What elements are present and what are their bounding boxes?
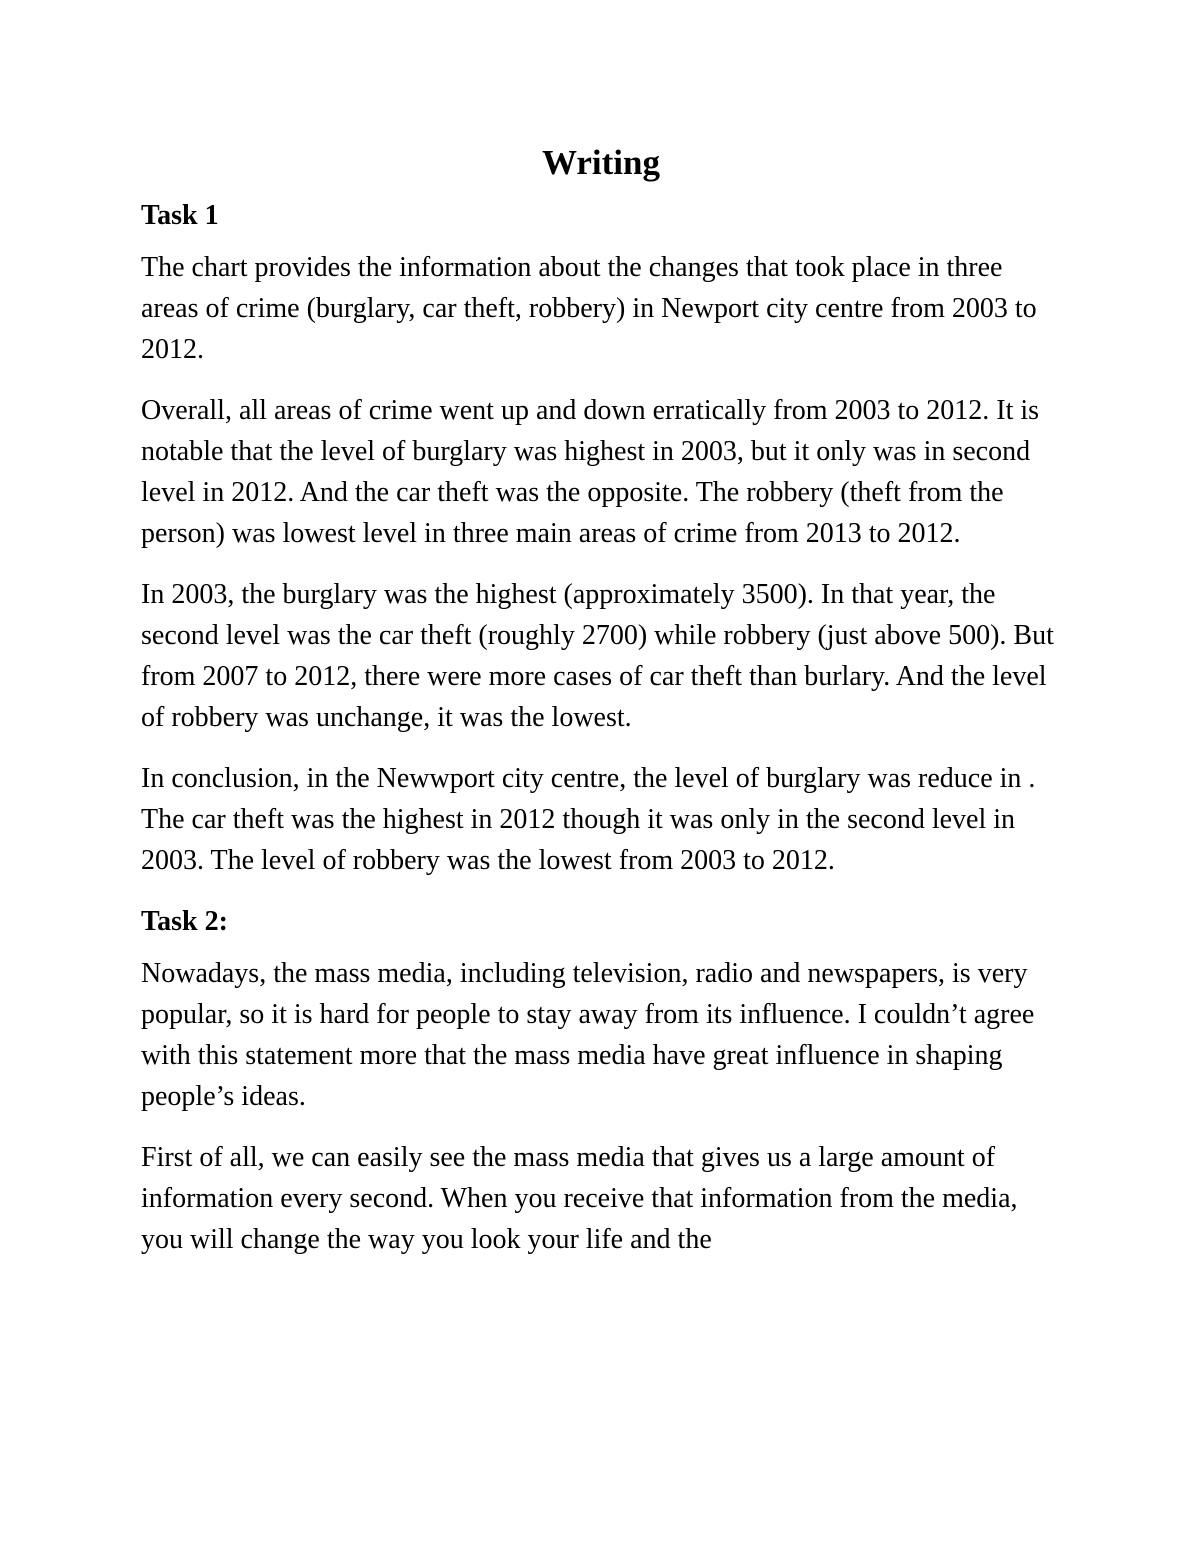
task-1-paragraph-conclusion: In conclusion, in the Newwport city centre, the level of burglary was reduce in . The car theft was the highest in 2012 though it was only in the second level in 2003. The level of robbery was the lowest from 2003 to 2012. (141, 763, 1036, 876)
task-1-paragraph-intro: The chart provides the information about the changes that took place in three areas of crime (burglary, car theft, robbery) in Newport city centre from 2003 to 2012. (141, 252, 1037, 365)
task-1-section (141, 195, 1061, 881)
task-1-paragraph-details: In 2003, the burglary was the highest (approximately 3500). In that year, the second level was the car theft (roughly 2700) while robbery (just above 500). But from 2007 to 2012, there were more cases of car theft than burlary. And the level of robbery was unchange, it was the lowest. (141, 579, 1054, 733)
task-2-heading: Task 2: (141, 906, 228, 937)
task-2-paragraph-intro: Nowadays, the mass media, including television, radio and newspapers, is very popular, so it is hard for people to stay away from its influence. I couldn’t agree with this statement more that the mass media have great influence in shaping people’s ideas. (141, 958, 1035, 1112)
task-2-paragraph-body: First of all, we can easily see the mass media that gives us a large amount of information every second. When you receive that information from the media, you will change the way you look your life and the (141, 1142, 1018, 1255)
task-1-heading: Task 1 (141, 200, 219, 231)
task-1-paragraph-overview: Overall, all areas of crime went up and down erratically from 2003 to 2012. It is notable that the level of burglary was highest in 2003, but it only was in second level in 2012. And the car theft was the opposite. The robbery (theft from the person) was lowest level in three main areas of crime from 2013 to 2012. (141, 395, 1040, 549)
document-body (141, 137, 1061, 1280)
document-title: Writing (542, 143, 660, 182)
task-2-section (141, 901, 1061, 1260)
